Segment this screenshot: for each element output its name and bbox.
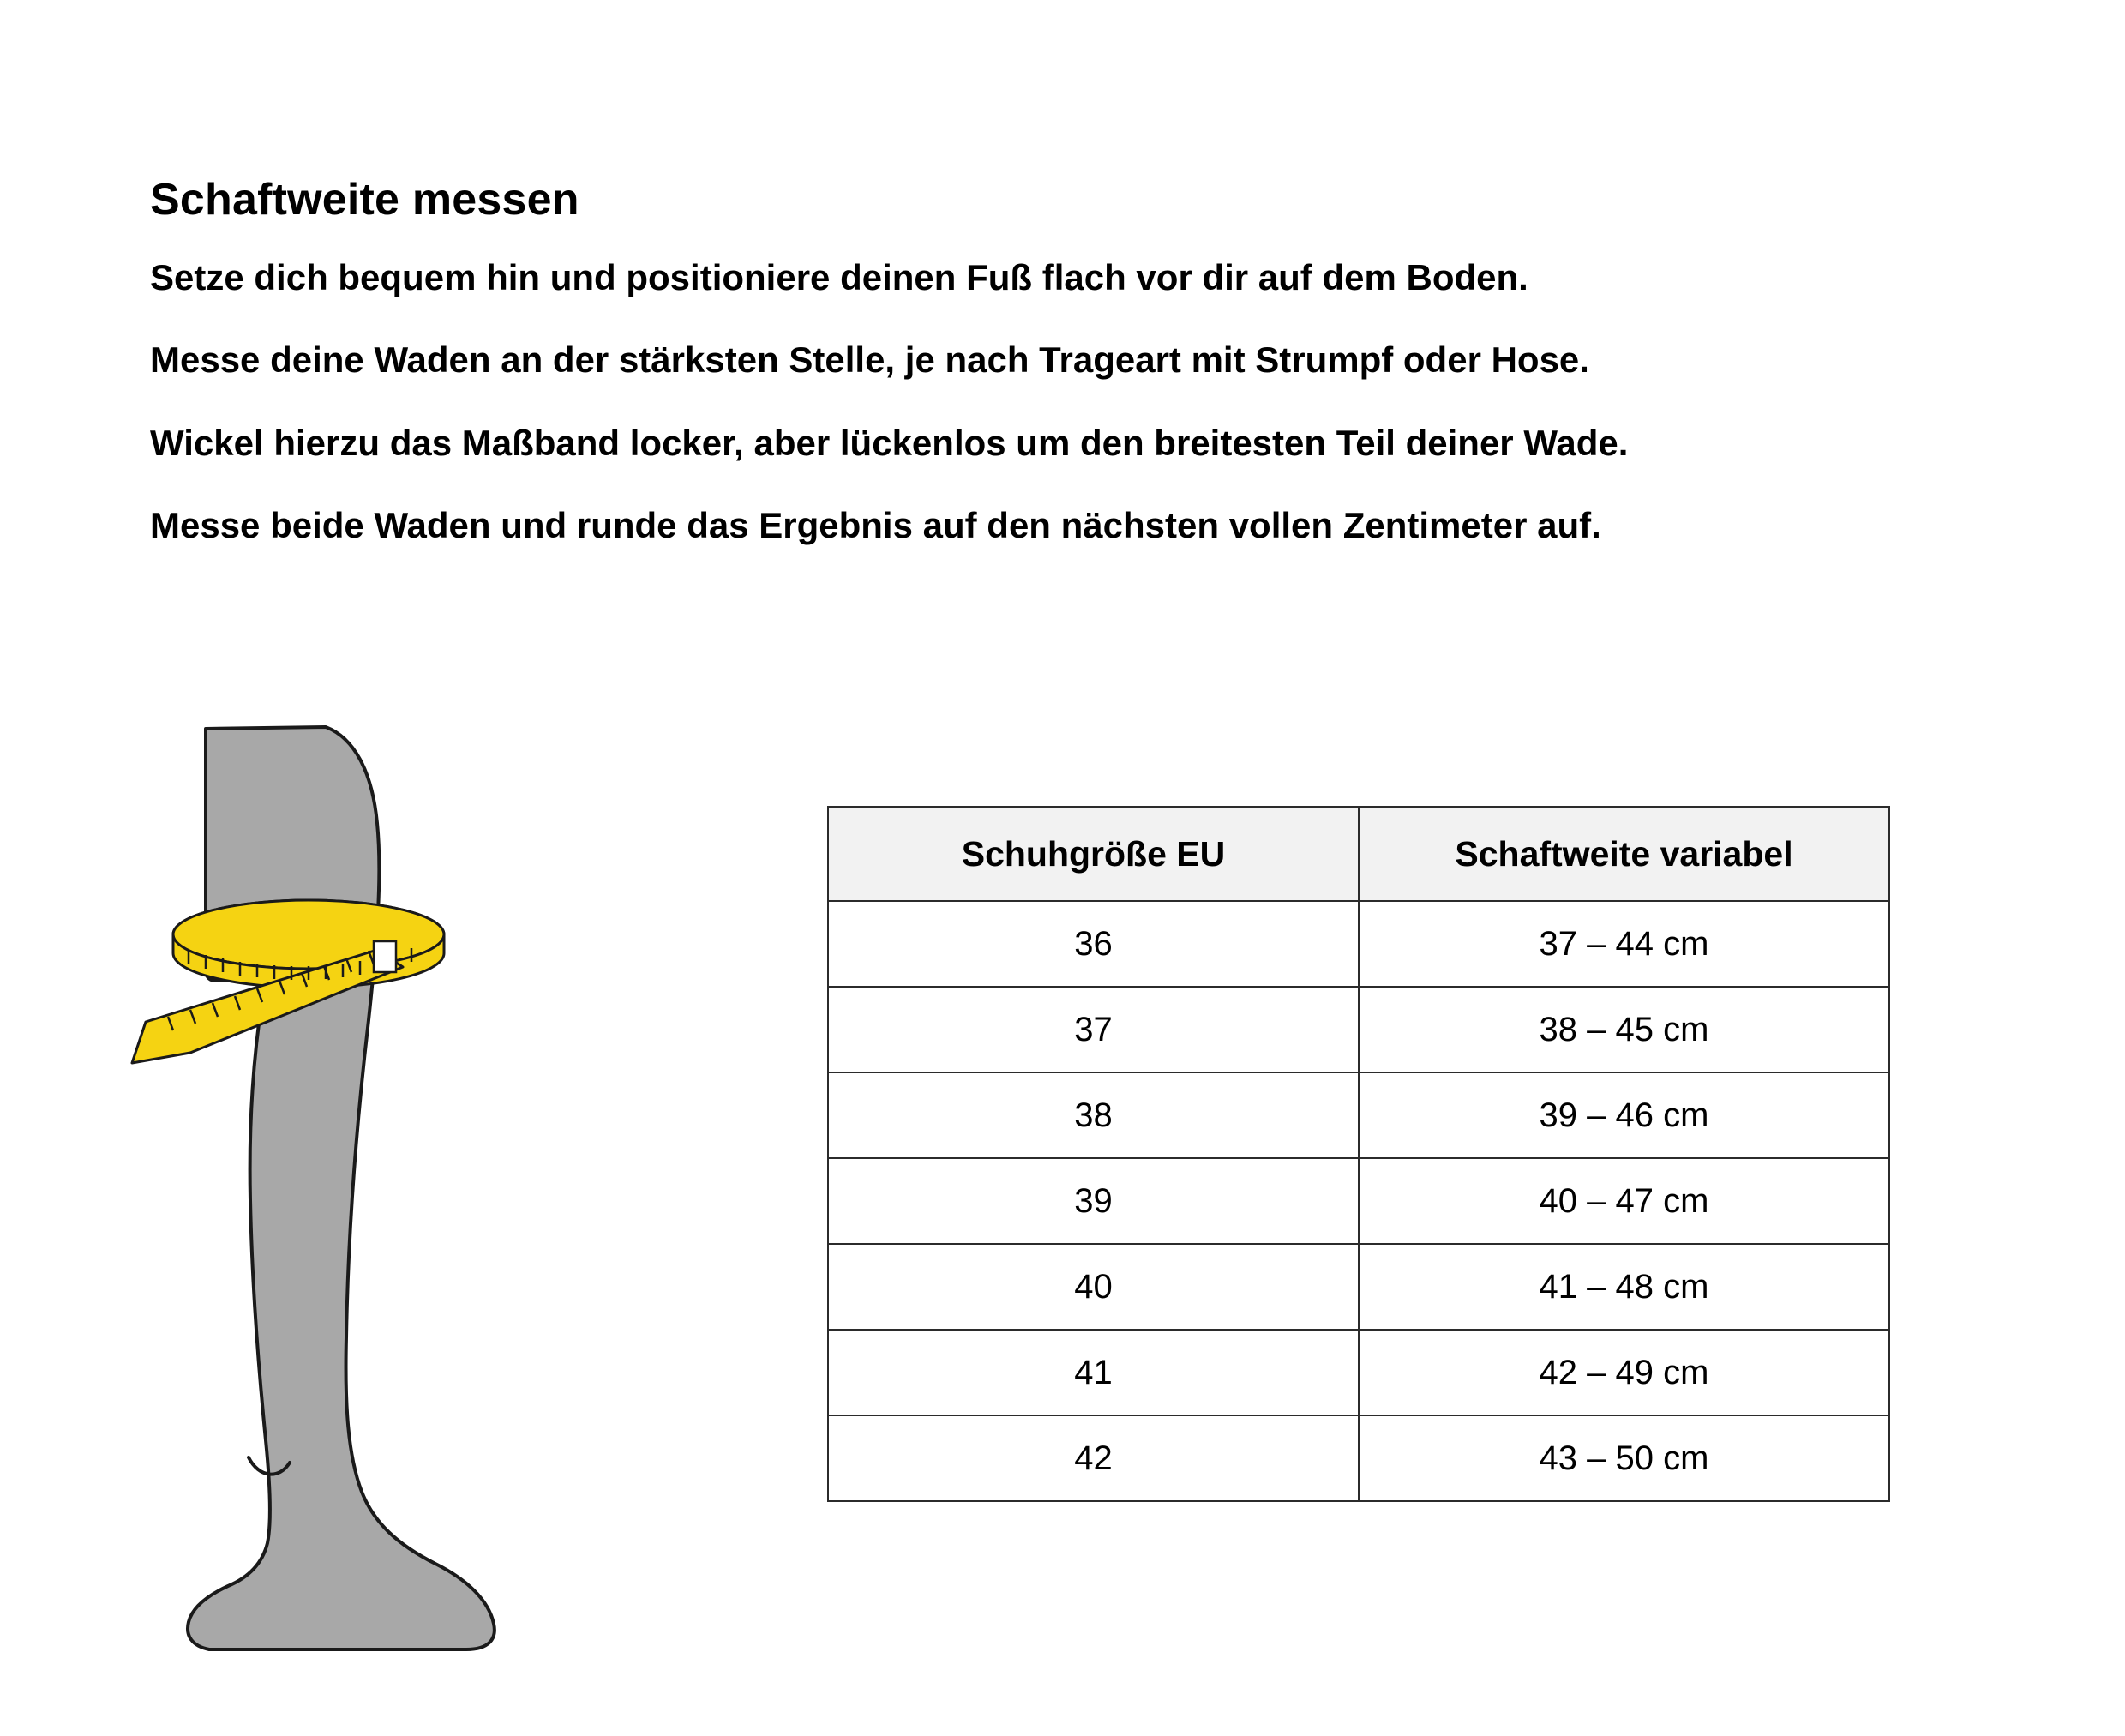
table-row xyxy=(828,901,1889,987)
leg-illustration xyxy=(120,720,669,1680)
table-row xyxy=(828,1158,1889,1244)
cell-shaft-width: 37 – 44 cm xyxy=(1359,901,1889,987)
cell-shaft-width: 41 – 48 cm xyxy=(1359,1244,1889,1330)
cell-shoe-size: 40 xyxy=(828,1244,1359,1330)
size-table xyxy=(827,806,1890,1502)
instruction-line-1: Setze dich bequem hin und positioniere deinen Fuß flach vor dir auf dem Boden. xyxy=(150,257,1528,297)
leg-shape xyxy=(188,727,495,1649)
cell-shoe-size: 39 xyxy=(828,1158,1359,1244)
cell-shaft-width: 40 – 47 cm xyxy=(1359,1158,1889,1244)
table-row xyxy=(828,1244,1889,1330)
cell-shaft-width: 39 – 46 cm xyxy=(1359,1072,1889,1158)
instruction-line-4: Messe beide Waden und runde das Ergebnis auf den nächsten vollen Zentimeter auf. xyxy=(150,504,1601,545)
cell-shoe-size: 41 xyxy=(828,1330,1359,1415)
table-row xyxy=(828,987,1889,1072)
size-chart xyxy=(827,806,1890,1502)
header-shoe-size: Schuhgröße EU xyxy=(828,807,1359,901)
table-row xyxy=(828,1330,1889,1415)
cell-shoe-size: 42 xyxy=(828,1415,1359,1501)
table-row xyxy=(828,1415,1889,1501)
cell-shoe-size: 38 xyxy=(828,1072,1359,1158)
cell-shoe-size: 37 xyxy=(828,987,1359,1072)
instruction-list xyxy=(150,257,1993,587)
table-row xyxy=(828,1072,1889,1158)
instruction-line-2: Messe deine Waden an der stärksten Stelle, je nach Trageart mit Strumpf oder Hose. xyxy=(150,339,1589,381)
header-shaft-width: Schaftweite variabel xyxy=(1359,807,1889,901)
page-title: Schaftweite messen xyxy=(150,174,579,225)
instruction-line-3: Wickel hierzu das Maßband locker, aber lückenlos um den breitesten Teil deiner Wade. xyxy=(150,422,1629,463)
cell-shoe-size: 36 xyxy=(828,901,1359,987)
table-header-row xyxy=(828,807,1889,901)
cell-shaft-width: 38 – 45 cm xyxy=(1359,987,1889,1072)
cell-shaft-width: 42 – 49 cm xyxy=(1359,1330,1889,1415)
cell-shaft-width: 43 – 50 cm xyxy=(1359,1415,1889,1501)
